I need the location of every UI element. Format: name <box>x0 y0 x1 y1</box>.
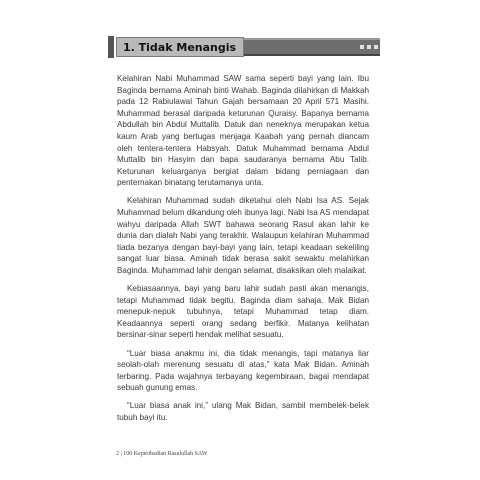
paragraph-3: Kebiasaannya, bayi yang baru lahir sudah pasti akan menangis, tetapi Muhammad tidak begitu. Baginda diam sahaja. Mak Bidan menepuk-nepuk tubuhnya, tetapi Muhammad tetap diam. Keadaannya seperti orang sedang berfikir. Matanya kelihatan bersinar-sinar seperti hendak melihat sesuatu. <box>117 284 369 340</box>
paragraph-5: “Luar biasa anak ini,” ulang Mak Bidan, sambil membelek-belek tubuh bayi itu. <box>117 401 369 423</box>
heading-title-box <box>116 37 244 57</box>
chapter-title: 1. Tidak Menangis <box>123 40 237 54</box>
paragraph-2: Kelahiran Muhammad sudah diketahui oleh Nabi Isa AS. Sejak Muhammad belum dikandung oleh ibunya lagi. Nabi Isa AS mendapat wahyu daripada Allah SWT bahawa seorang Rasul akan lahir ke dunia dan dialah Nabi yang terakhir. Walaupun kelahiran Muhammad tiada bezanya dengan bayi-bayi yang lain, tetapi keadaan sekeliling sangat luar biasa. Aminah tidak berasa sakit sewaktu melahirkan Baginda. Muhammad lahir dengan selamat, disaksikan oleh malaikat. <box>117 196 369 275</box>
body-text <box>117 73 369 430</box>
paragraph-1: Kelahiran Nabi Muhammad SAW sama seperti bayi yang lain. Ibu Baginda bernama Aminah binti Wahab. Baginda dilahirkan di Makkah pada 12 Rabiulawal Tahun Gajah bersamaan 20 April 571 Masihi. Muhammad berasal daripada keturunan Quraisy. Bapanya bernama Abdullah bin Abdul Muttalib. Datuk dan neneknya merupakan ketua kaum Arab yang bertugas menjaga Kaabah yang pernah diancam oleh tentera-tentera Habsyah. Datuk Muhammad bernama Abdul Muttalib bin Hasyim dan bapa saudaranya bernama Abu Talib. Keturunan keluarganya bergiat dalam bidang perniagaan dan penternakan binatang terutamanya unta. <box>117 74 369 188</box>
paragraph-4: “Luar biasa anakmu ini, dia tidak menangis, tapi matanya liar seolah-olah merenung sesuatu di atas,” kata Mak Bidan. Aminah terbaring. Pada wajahnya terbayang kegembiraan, bagai mendapat sebuah gunung emas. <box>117 348 369 393</box>
chapter-heading <box>108 35 380 59</box>
page-footer: 2 | 100 Keperibadian Rasulullah SAW <box>116 451 208 457</box>
